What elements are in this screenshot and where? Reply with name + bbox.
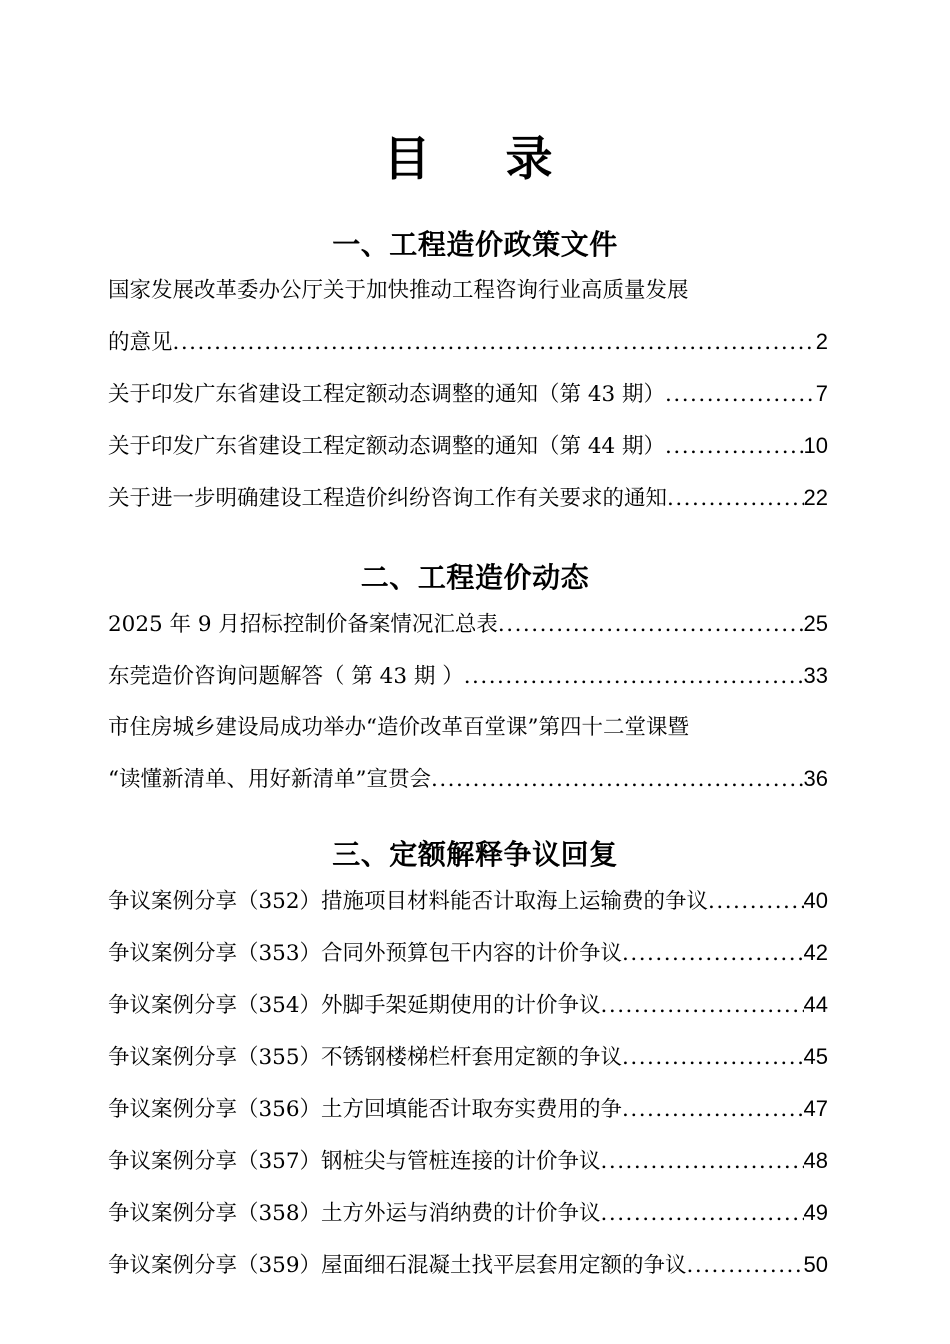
toc-entry-title-line2: “读懂新清单、用好新清单”宣贯会 bbox=[108, 767, 431, 792]
toc-entry[interactable] bbox=[108, 1135, 828, 1187]
toc-entry-page-number: 22 bbox=[803, 485, 828, 510]
toc-entry-page-number: 40 bbox=[803, 888, 828, 913]
section-heading-2: 二、工程造价动态 bbox=[360, 562, 590, 593]
toc-entry-page-number: 48 bbox=[803, 1148, 828, 1173]
toc-entry[interactable] bbox=[108, 598, 828, 650]
toc-entry[interactable] bbox=[108, 979, 828, 1031]
dot-leader bbox=[665, 384, 816, 406]
page-title: 目 录 bbox=[383, 132, 567, 187]
toc-entry-title: 争议案例分享（355）不锈钢楼梯栏杆套用定额的争议 bbox=[108, 1045, 623, 1070]
toc-entry-page-number: 49 bbox=[803, 1200, 828, 1225]
toc-entry[interactable] bbox=[108, 1187, 828, 1239]
toc-entry-page-number: 2 bbox=[815, 329, 828, 354]
toc-entry-title: 争议案例分享（353）合同外预算包干内容的计价争议 bbox=[108, 941, 623, 966]
toc-entry-page-number: 42 bbox=[803, 940, 828, 965]
toc-list-section-2 bbox=[108, 598, 842, 805]
toc-entry-page-number: 45 bbox=[803, 1044, 828, 1069]
dot-leader bbox=[687, 1255, 804, 1277]
toc-entry[interactable] bbox=[108, 650, 828, 702]
toc-entry-title: 争议案例分享（352）措施项目材料能否计取海上运输费的争议 bbox=[108, 889, 709, 914]
toc-entry[interactable] bbox=[108, 420, 828, 472]
toc-entry-title: 争议案例分享（356）土方回填能否计取夯实费用的争 bbox=[108, 1097, 623, 1122]
toc-entry-page-number: 33 bbox=[803, 663, 828, 688]
dot-leader bbox=[601, 995, 804, 1017]
toc-entry[interactable] bbox=[108, 702, 828, 805]
section-heading-1: 一、工程造价政策文件 bbox=[332, 229, 618, 260]
toc-entry-title: 关于印发广东省建设工程定额动态调整的通知（第 43 期） bbox=[108, 382, 666, 407]
toc-list-section-3 bbox=[108, 875, 842, 1291]
toc-entry-page-number: 36 bbox=[803, 766, 828, 791]
dot-leader bbox=[601, 1151, 804, 1173]
toc-entry-page-number: 25 bbox=[803, 611, 828, 636]
toc-entry[interactable] bbox=[108, 927, 828, 979]
section-heading-3: 三、定额解释争议回复 bbox=[332, 839, 618, 870]
dot-leader bbox=[601, 1203, 804, 1225]
dot-leader bbox=[498, 614, 804, 636]
dot-leader bbox=[622, 943, 803, 965]
toc-entry-title: 关于进一步明确建设工程造价纠纷咨询工作有关要求的通知 bbox=[108, 486, 668, 511]
dot-leader bbox=[464, 666, 804, 688]
toc-entry[interactable] bbox=[108, 1031, 828, 1083]
toc-entry-title: 争议案例分享（357）钢桩尖与管桩连接的计价争议 bbox=[108, 1149, 601, 1174]
toc-entry-title: 争议案例分享（358）土方外运与消纳费的计价争议 bbox=[108, 1201, 601, 1226]
toc-entry[interactable] bbox=[108, 368, 828, 420]
toc-entry-title-line2: 的意见 bbox=[108, 330, 173, 355]
toc-entry-title: 东莞造价咨询问题解答（ 第 43 期 ） bbox=[108, 664, 464, 689]
toc-entry[interactable] bbox=[108, 472, 828, 524]
dot-leader bbox=[667, 488, 804, 510]
dot-leader bbox=[622, 1047, 803, 1069]
toc-entry-page-number: 10 bbox=[803, 433, 828, 458]
toc-entry-page-number: 47 bbox=[803, 1096, 828, 1121]
toc-entry-title: 争议案例分享（354）外脚手架延期使用的计价争议 bbox=[108, 993, 601, 1018]
dot-leader bbox=[665, 436, 803, 458]
dot-leader bbox=[173, 332, 816, 354]
toc-entry-page-number: 44 bbox=[803, 992, 828, 1017]
toc-entry-title-line1: 国家发展改革委办公厅关于加快推动工程咨询行业高质量发展 bbox=[108, 278, 689, 303]
toc-entry-page-number: 7 bbox=[815, 381, 828, 406]
toc-entry-title: 2025 年 9 月招标控制价备案情况汇总表 bbox=[108, 612, 498, 637]
toc-entry[interactable] bbox=[108, 1239, 828, 1291]
dot-leader bbox=[431, 769, 804, 791]
dot-leader bbox=[708, 891, 803, 913]
toc-entry[interactable] bbox=[108, 1083, 828, 1135]
toc-entry-title: 争议案例分享（359）屋面细石混凝土找平层套用定额的争议 bbox=[108, 1253, 687, 1278]
dot-leader bbox=[622, 1099, 803, 1121]
toc-entry[interactable] bbox=[108, 875, 828, 927]
toc-list-section-1 bbox=[108, 265, 842, 524]
toc-entry[interactable] bbox=[108, 265, 828, 368]
toc-entry-title-line1: 市住房城乡建设局成功举办“造价改革百堂课”第四十二堂课暨 bbox=[108, 715, 689, 740]
toc-entry-title: 关于印发广东省建设工程定额动态调整的通知（第 44 期） bbox=[108, 434, 666, 459]
toc-entry-page-number: 50 bbox=[803, 1252, 828, 1277]
